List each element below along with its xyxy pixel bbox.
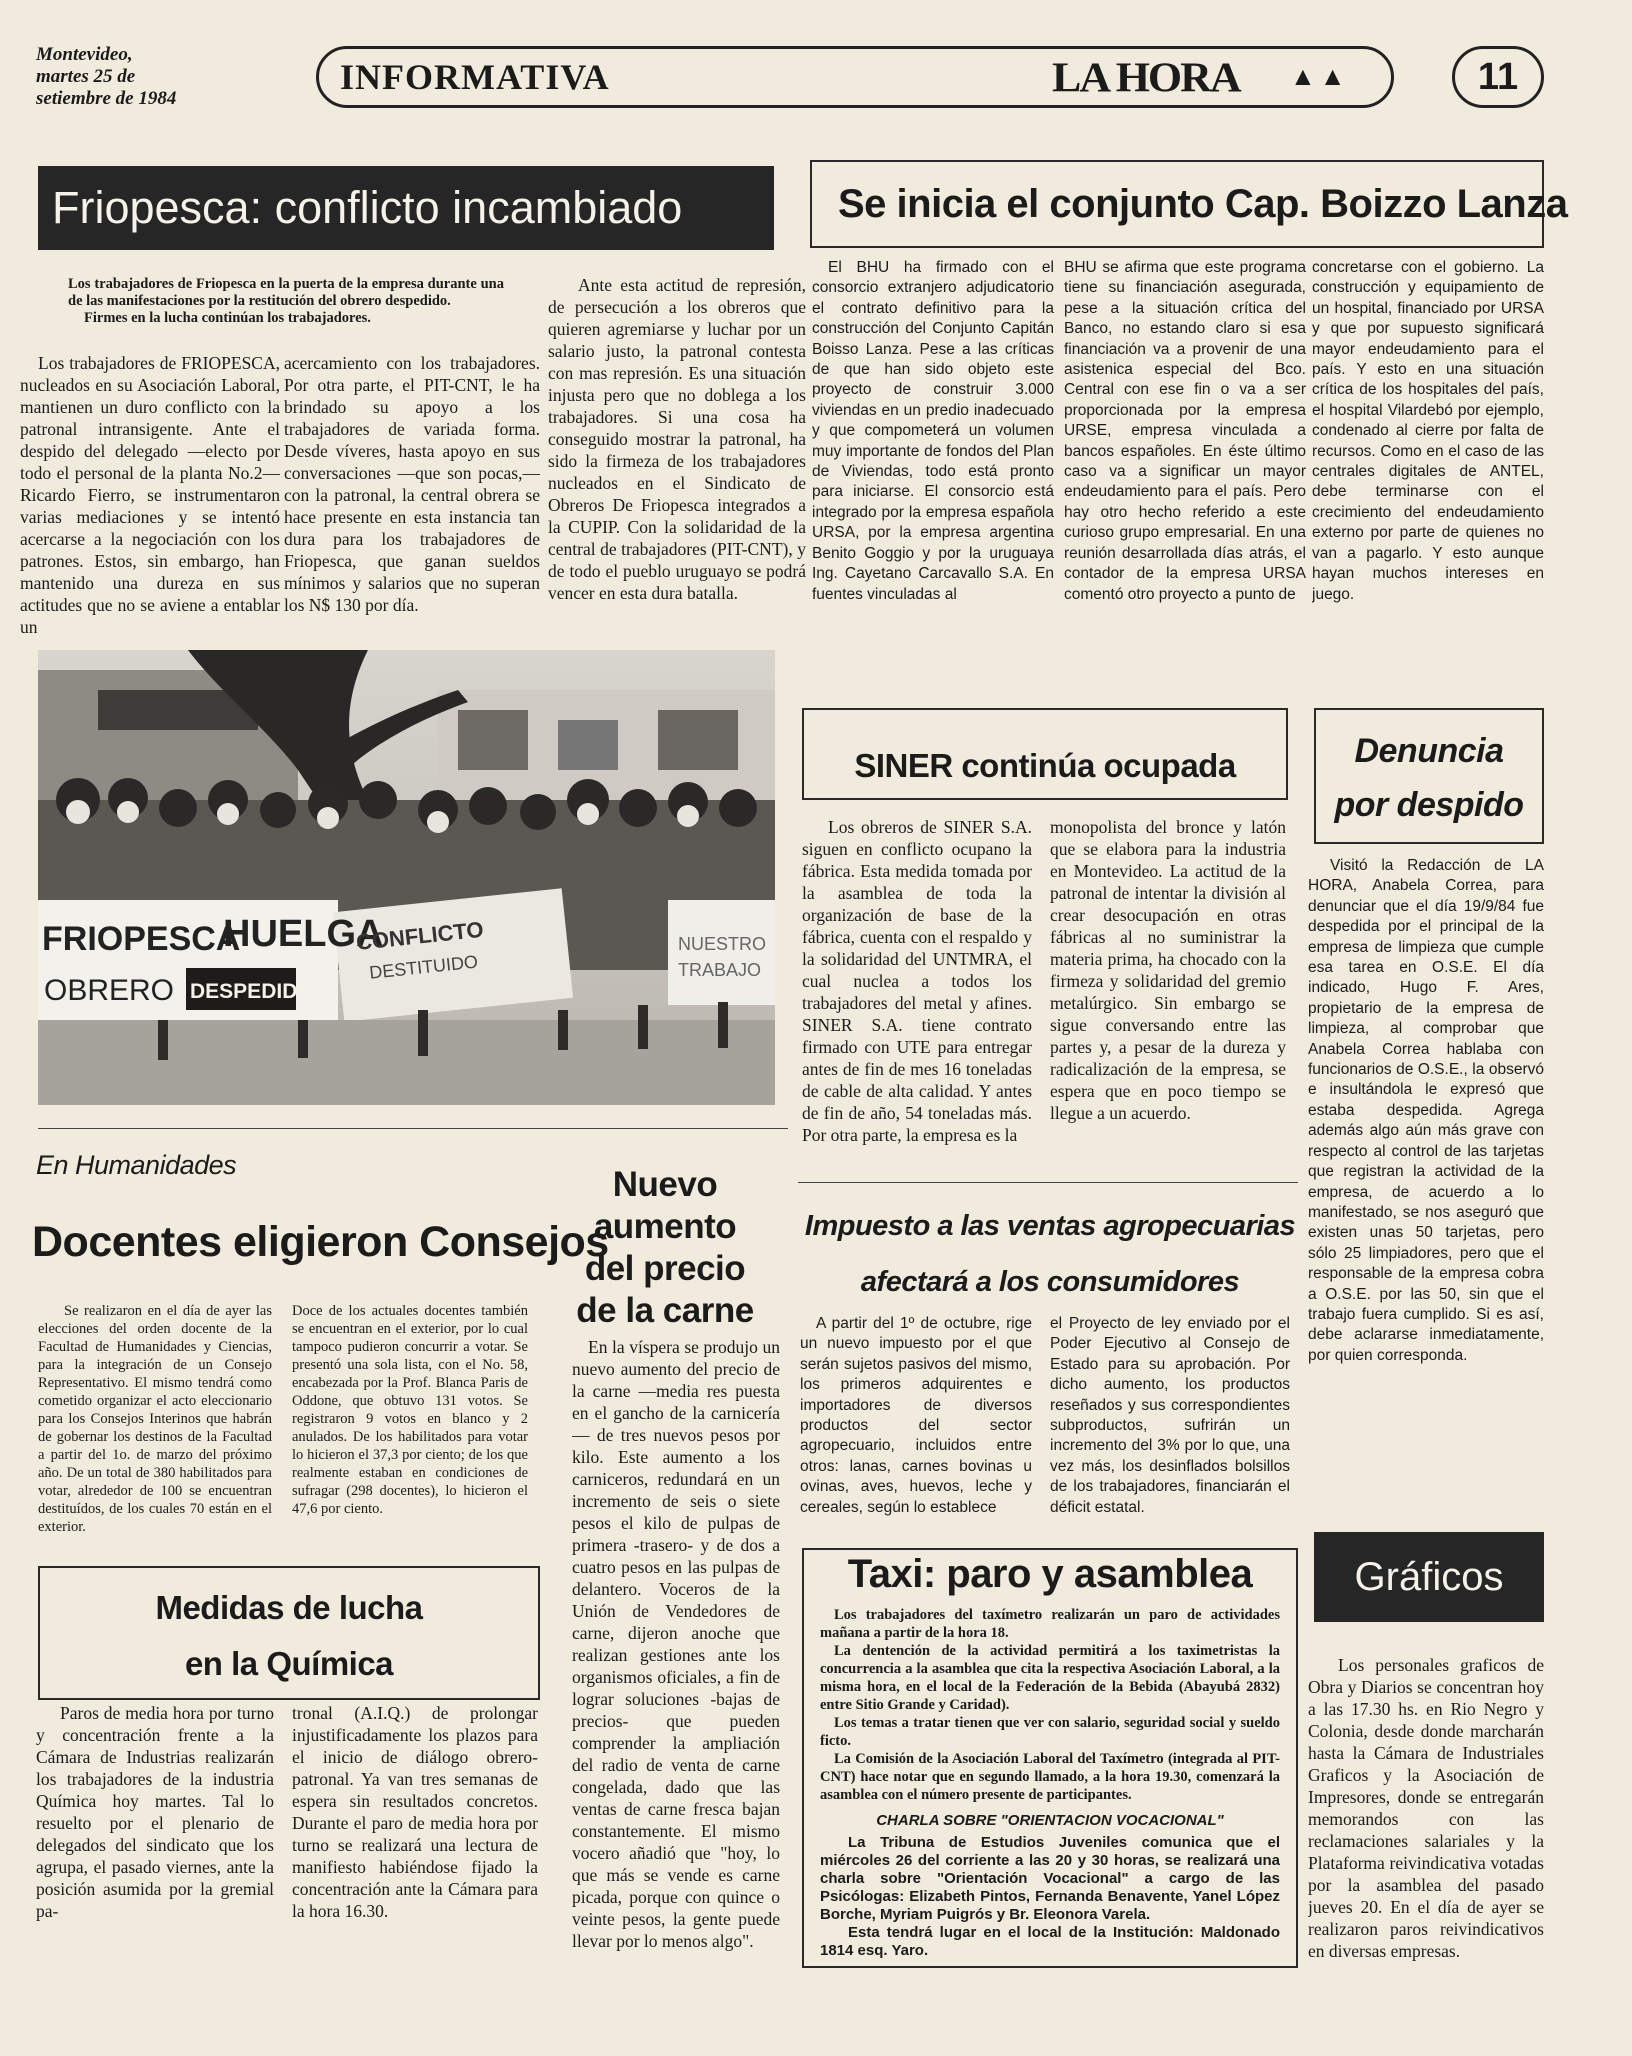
charla-paragraph-1: La Tribuna de Estudios Juveniles comunica que el miércoles 26 del corriente a las 20 y 30 horas, se realizará una charla sobre "Orientación Vocacional" a cargo de las Psicólogas: Elizabeth Pintos, Fernanda Benavente, Yanel López Borche, Myriam Puigrós y Br. Eleonora Varela. bbox=[820, 1834, 1280, 1923]
impuesto-headline-line-2: afectará a los consumidores bbox=[860, 1266, 1240, 1298]
page-number: 11 bbox=[1452, 46, 1544, 108]
docentes-col-1: Se realizaron en el día de ayer las elecciones del orden docente de la Facultad de Humanidades y Ciencias, para la integración de un Consejo Representativo. El mismo tendrá como cometido organizar el acto eleccionario para los Consejos Interinos que habrán de gobernar los destinos de la Facultad a partir del 1o. de marzo del próximo año. De un total de 380 habilitados para votar, alrededor de 100 se encuentran destituídos, de los cuales 70 están en el exterior. bbox=[38, 1303, 272, 1535]
impuesto-col-1: A partir del 1º de octubre, rige un nuevo impuesto por el que serán sujetos pasivos del mismo, los primeros adquirentes e importadores de diversos productos del sector agropecuario, incluidos entre otros: lanas, carnes bovinas u ovinas, aves, huevos, leche y cereales, según lo establece bbox=[800, 1315, 1032, 1516]
dateline-city: Montevideo, bbox=[36, 44, 133, 65]
carne-body: En la víspera se produjo un nuevo aumento del precio de la carne —media res puesta en el gancho de la carnicería— de tres nuevos pesos por kilo. Este aumento a los carniceros, redundará en un incremento de seis o siete pesos el kilo de pulpas de primera -trasero- y de dos a cuatro pesos en las pulpas de delantero. Voceros de la Unión de Vendedores de carne, dijeron anoche que realizan gestiones ante los organismos oficiales, a fin de lograr soluciones -bajas de precios- que pueden comprender la ampliación del radio de venta de carne congelada, dado que las ventas de carne fresca bajan constantemente. El mismo vocero añadió que "hoy, lo que más se vende es carne picada, porque con quince o veinte pesos, la gente puede llevar por lo menos algo". bbox=[572, 1337, 780, 1951]
graficos-headline bbox=[1314, 1532, 1544, 1622]
charla-headline: CHARLA SOBRE "ORIENTACION VOCACIONAL" bbox=[876, 1812, 1224, 1829]
arrows-icon: ▲▲ bbox=[1290, 62, 1350, 91]
impuesto-headline-line-1: Impuesto a las ventas agropecuarias bbox=[804, 1210, 1296, 1242]
banner-trabajo: TRABAJO bbox=[678, 960, 762, 980]
banner-huelga: HUELGA bbox=[223, 913, 384, 955]
friopesca-col-1: Los trabajadores de FRIOPESCA, nucleados en su Asociación Laboral, mantienen un duro conflicto con la patronal intransigente. Ante el despido del delegado —electo por todo el personal de la planta No.2— Ricardo Fierro, se instrumentaron varias mediaciones y se intentó acercarse a la negociación con los patrones. Estos, sin embargo, han mantenido una dureza en sus actitudes que no se aviene a entablar un bbox=[20, 353, 280, 637]
friopesca-caption bbox=[68, 276, 504, 327]
newspaper-logo: LA HORA bbox=[1052, 54, 1240, 101]
boizzo-headline-text: Se inicia el conjunto Cap. Boizzo Lanza bbox=[838, 182, 1568, 226]
boizzo-col-2: BHU se afirma que este programa tiene su financiación asegurada, pese a la situación crítica del Banco, no estando claro si esa financiación va a provenir de una asistenica especial del Bco. Central con ese fin o va a ser proporcionada por la empresa URSE, empresa vinculada a bancos españoles. En éste último caso va a significar un mayor endeudamiento para el país. Pero hay otro hecho referido a este curioso grupo empresarial. En una reunión desarrollada días atrás, el contador de la empresa URSA comentó otro proyecto a punto de bbox=[1064, 259, 1306, 603]
denuncia-headline-line-2: por despido bbox=[1334, 786, 1524, 824]
quimica-col-2: tronal (A.I.Q.) de prolongar injustificadamente los plazos para el inicio de diálogo obrero-patronal. Ya van tres semanas de espera sin resultados concretos. Durante el paro de media hora por turno se realizará una lectura de manifiesto habiéndose fijado la concentración ante la Cámara para la hora 16.30. bbox=[292, 1703, 538, 1921]
carne-headline-line-1: Nuevo aumento bbox=[593, 1165, 737, 1246]
dateline-day: martes 25 de bbox=[36, 66, 136, 87]
dateline bbox=[36, 44, 236, 110]
siner-headline-text: SINER continúa ocupada bbox=[854, 747, 1236, 784]
section-divider bbox=[798, 1182, 1298, 1183]
charla-body bbox=[820, 1834, 1280, 1960]
charla-paragraph-2: Esta tendrá lugar en el local de la Institución: Maldonado 1814 esq. Yaro. bbox=[820, 1924, 1280, 1959]
denuncia-body: Visitó la Redacción de LA HORA, Anabela Correa, para denunciar que el día 19/9/84 fue despedida por el principal de la empresa de limpieza que cumple esa tarea en O.S.E. El día indicado, Hugo F. Ares, propietario de la empresa de limpieza, al comprobar que Anabela Correa hablaba con funcionarios de O.S.E., la observó e insultándola le expresó que estaba despedida. Agrega además algo aún más grave con respecto al control de las tarjetas que registran la actividad de la empresa, de acuerdo a lo manifestado, se nos aseguró que existen unas 50 tarjetas, pero sólo 25 limpiadores, pero que el responsable de la empresa cobra a O.S.E. por las 50, sin que el trabajo fuera cumplido. Si es así, debe aclararse inmediatamente, por quien corresponda. bbox=[1308, 857, 1544, 1364]
graficos-body: Los personales graficos de Obra y Diarios se concentran hoy a las 17.30 hs. en Rio Negro y Colonia, desde donde marcharán hasta la Cámara de Industriales Graficos y la Asociación de Impresores, donde se entregarán memorandos con las reclamaciones salariales y la Plataforma reivindicativa votadas por la asamblea del pasado jueves 20. En el día de ayer se realizaron paros reivindicativos en diversas empresas. bbox=[1308, 1655, 1544, 1961]
quimica-headline-line-2: en la Química bbox=[184, 1645, 394, 1682]
docentes-headline: Docentes eligieron Consejos bbox=[32, 1218, 609, 1266]
carne-headline-line-2: del precio bbox=[584, 1249, 746, 1288]
denuncia-headline-line-1: Denuncia bbox=[1354, 732, 1504, 770]
section-name: INFORMATIVA bbox=[340, 57, 610, 97]
taxi-paragraph-4: La Comisión de la Asociación Laboral del Taxímetro (integrada al PIT-CNT) hace notar que en segundo llamado, a la hora 19.30, comenzará la asamblea con el número presente de participantes. bbox=[820, 1751, 1280, 1803]
taxi-paragraph-3: Los temas a tratar tienen que ver con salario, seguridad social y sueldo ficto. bbox=[820, 1715, 1280, 1749]
siner-headline bbox=[802, 708, 1288, 800]
docentes-col-2: Doce de los actuales docentes también se encuentran en el exterior, por lo cual tampoco pudieron concurrir a votar. Se presentó una sola lista, con el No. 58, encabezada por la Prof. Blanca Paris de Oddone, que obtuvo 131 votos. Se registraron 9 votos en blanco y 2 anulados. De los habilitados para votar lo hicieron el 37,3 por ciento; de los que realmente estaban en condiciones de sufragar (298 docentes), lo hicieron el 47,6 por ciento. bbox=[292, 1303, 528, 1517]
dateline-year: setiembre de 1984 bbox=[36, 88, 177, 109]
taxi-headline: Taxi: paro y asamblea bbox=[847, 1552, 1253, 1596]
denuncia-headline bbox=[1314, 708, 1544, 844]
siner-col-2: monopolista del bronce y latón que se elabora para la industria en Montevideo. La actitud de la patronal de intentar la división al crear desocupación en otras fábricas al no suministrar la materia prima, ha chocado con la firmeza y solidaridad del gremio metalúrgico. Sin embargo se sigue conversando entre las partes y, a pesar de la dureza y radicalización de la empresa, se espera que en poco tiempo se llegue a un acuerdo. bbox=[1050, 817, 1286, 1123]
banner-obrero: OBRERO bbox=[44, 974, 175, 1007]
siner-col-1: Los obreros de SINER S.A. siguen en conflicto ocupano la fábrica. Esta medida tomada por la asamblea de toda la organización de base de la fábrica, cuenta con el respaldo y la solidaridad del UNTMRA, el cual nuclea a todos los trabajadores del metal y afines. SINER S.A. tiene contrato firmado con UTE para entregar antes de fin de mes 16 toneladas de cable de alta calidad. Y antes de fin de año, 54 toneladas más. Por otra parte, la empresa es la bbox=[802, 817, 1032, 1145]
taxi-paragraph-1: Los trabajadores del taxímetro realizarán un paro de actividades mañana a partir de la hora 18. bbox=[820, 1607, 1280, 1641]
friopesca-headline bbox=[38, 166, 774, 250]
taxi-body bbox=[820, 1606, 1280, 1804]
banner-destituido: DESTITUIDO bbox=[368, 951, 479, 983]
friopesca-headline-text: Friopesca: conflicto incambiado bbox=[52, 182, 683, 233]
graficos-headline-text: Gráficos bbox=[1354, 1555, 1504, 1599]
friopesca-caption-2: Firmes en la lucha continúan los trabajadores. bbox=[84, 310, 371, 326]
banner-nuestro: NUESTRO bbox=[678, 934, 767, 954]
boizzo-headline bbox=[810, 160, 1568, 248]
boizzo-col-3: concretarse con el gobierno. La construcción y equipamiento de un hospital, financiado por URSA y que por supuesto significará mayor endeudamiento para el país. Y esto en una situación crítica de los hospitales del país, el hospital Vilardebó por ejemplo, condenado al cierre por falta de recursos. Como en el caso de las centrales digitales de ANTEL, debe terminarse con el crecimiento del endeudamiento externo por parte de quienes no van a pagarlo. Y esto aunque hayan muchos intereses en juego. bbox=[1312, 259, 1544, 603]
impuesto-headline bbox=[800, 1198, 1300, 1310]
quimica-headline-line-1: Medidas de lucha bbox=[155, 1589, 423, 1626]
carne-headline-line-3: de la carne bbox=[576, 1291, 754, 1330]
quimica-col-1: Paros de media hora por turno y concentración frente a la Cámara de Industrias realizarán los trabajadores de la industria Química hoy martes. Tal lo resuelto por el plenario de delegados del sindicato que los agrupa, el pasado viernes, ante la posición asumida por la gremial pa- bbox=[36, 1703, 274, 1921]
friopesca-caption-1: Los trabajadores de Friopesca en la puerta de la empresa durante una de las manifestaciones por la restitución del obrero despedido. bbox=[68, 276, 504, 309]
boizzo-col-1: El BHU ha firmado con el consorcio extranjero adjudicatorio el contrato definitivo para la construcción del Conjunto Capitán Boisso Lanza. Pese a las críticas de que han sido objeto este proyecto de construir 3.000 viviendas en un predio inadecuado y que compometerá un volumen muy importante de fondos del Plan de Viviendas, todo está pronto para iniciarse. El consorcio está integrado por la empresa española URSA, por la empresa argentina Benito Goggio y por la uruguaya Ing. Cayetano Carcavallo S.A. En fuentes vinculadas al bbox=[812, 259, 1054, 603]
friopesca-col-2: acercamiento con los trabajadores. Por otra parte, el PIT-CNT, le ha brindado su apoyo a los trabajadores de variada forma. Desde víveres, hasta apoyo en sus conversaciones —que son pocas,— con la patronal, la central obrera se hace presente en esta instancia tan dura para los trabajadores de Friopesca, que ganan sueldos mínimos y salarios que no superan los N$ 130 por día. bbox=[284, 353, 540, 615]
impuesto-col-2: el Proyecto de ley enviado por el Poder Ejecutivo al Consejo de Estado para su aprobación. Por dicho aumento, los productos reseñados y sus correspondientes subproductos, sufrirán un incremento del 3% por lo que, una vez más, los desinflados bolsillos de los trabajadores, financiarán el déficit estatal. bbox=[1050, 1315, 1290, 1516]
carne-headline bbox=[540, 1164, 790, 1332]
friopesca-col-3: Ante esta actitud de represión, de persecución a los obreros que quieren agremiarse y luchar por un salario justo, la patronal contesta con mas represión. Es una situación injusta pero que no doblega a los trabajadores. Si una cosa ha conseguido mostrar la patronal, ha sido la firmeza de los trabajadores nucleados en el Sindicato de Obreros De Friopesca integrados a la CUPIP. Con la solidaridad de la central de trabajadores (PIT-CNT), y de todo el pueblo uruguayo se podrá vencer en esta dura batalla. bbox=[548, 275, 806, 603]
quimica-headline bbox=[38, 1566, 540, 1700]
docentes-kicker: En Humanidades bbox=[36, 1150, 237, 1180]
friopesca-protest-photo bbox=[38, 650, 775, 1105]
banner-friopesca: FRIOPESCA bbox=[42, 920, 241, 958]
banner-conflicto: CONFLICTO bbox=[354, 916, 485, 955]
banner-despedido: DESPEDIDO bbox=[190, 980, 314, 1003]
section-divider bbox=[38, 1128, 788, 1129]
taxi-paragraph-2: La dentención de la actividad permitirá a los taximetristas la concurrencia a la asamblea que cita la respectiva Asociación Laboral, a la misma hora, en el local de la Federación de la Bebida (Abayubá 2832) entre Sitio Grande y Caridad). bbox=[820, 1643, 1280, 1713]
